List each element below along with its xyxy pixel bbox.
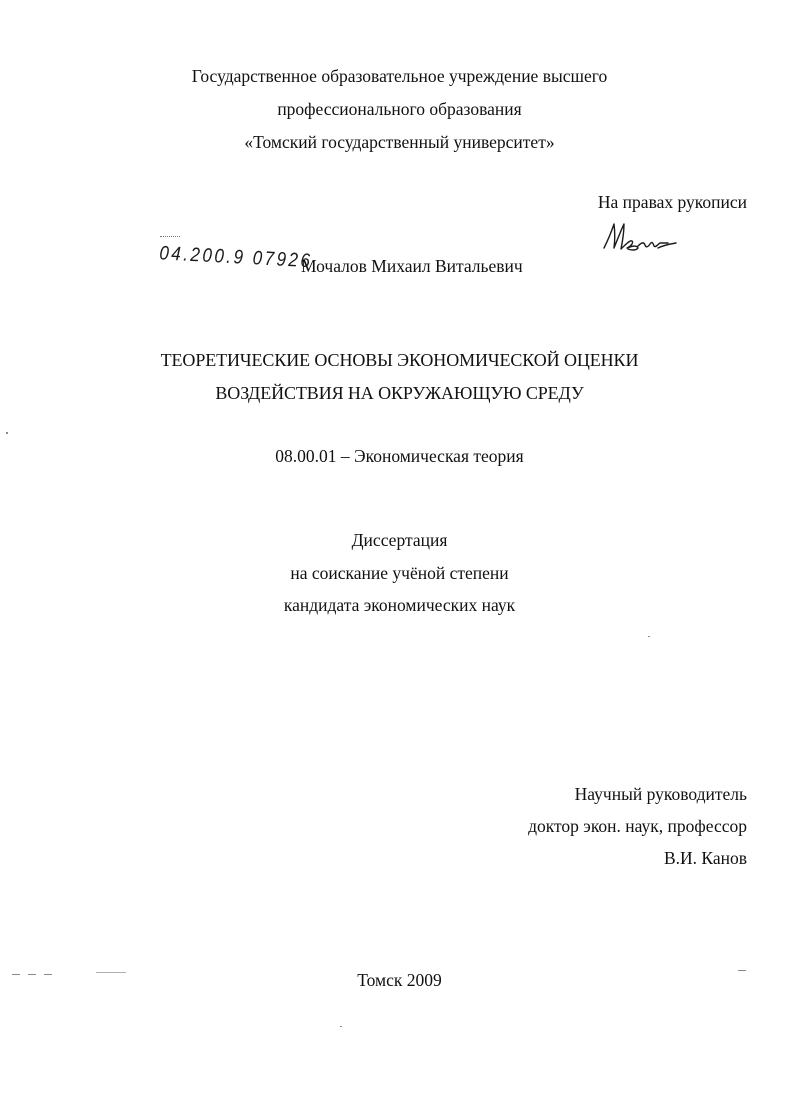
handwritten-signature-icon	[600, 218, 680, 258]
degree-line-3: кандидата экономических наук	[283, 595, 516, 615]
scan-speck	[340, 1026, 342, 1027]
scan-speck	[96, 972, 126, 973]
manuscript-note: На правах рукописи	[597, 192, 747, 212]
institution-line-1: Государственное образовательное учреждение высшего	[191, 66, 608, 86]
thesis-title-line-1: ТЕОРЕТИЧЕСКИЕ ОСНОВЫ ЭКОНОМИЧЕСКОЙ ОЦЕНКИ	[160, 350, 639, 370]
scan-speck	[28, 974, 36, 975]
degree-line-1: Диссертация	[351, 530, 448, 550]
registration-stamp: 04.200.9 07926	[158, 242, 313, 272]
institution-line-3: «Томский государственный университет»	[244, 132, 555, 152]
scan-speck	[44, 974, 52, 975]
scan-speck	[738, 970, 746, 971]
institution-line-2: профессионального образования	[277, 99, 522, 119]
scan-speck	[648, 636, 650, 637]
thesis-title-line-2: ВОЗДЕЙСТВИЯ НА ОКРУЖАЮЩУЮ СРЕДУ	[215, 383, 584, 403]
specialty-code: 08.00.01 – Экономическая теория	[275, 446, 524, 466]
scan-speck	[12, 974, 20, 975]
stamp-dots	[160, 236, 180, 241]
city-year: Томск 2009	[357, 970, 442, 990]
degree-line-2: на соискание учёной степени	[290, 563, 509, 583]
scan-speck	[6, 432, 8, 434]
supervisor-title: доктор экон. наук, профессор	[528, 816, 747, 836]
author-name: Мочалов Михаил Витальевич	[301, 256, 523, 276]
supervisor-name: В.И. Канов	[663, 848, 747, 868]
supervisor-label: Научный руководитель	[574, 784, 747, 804]
